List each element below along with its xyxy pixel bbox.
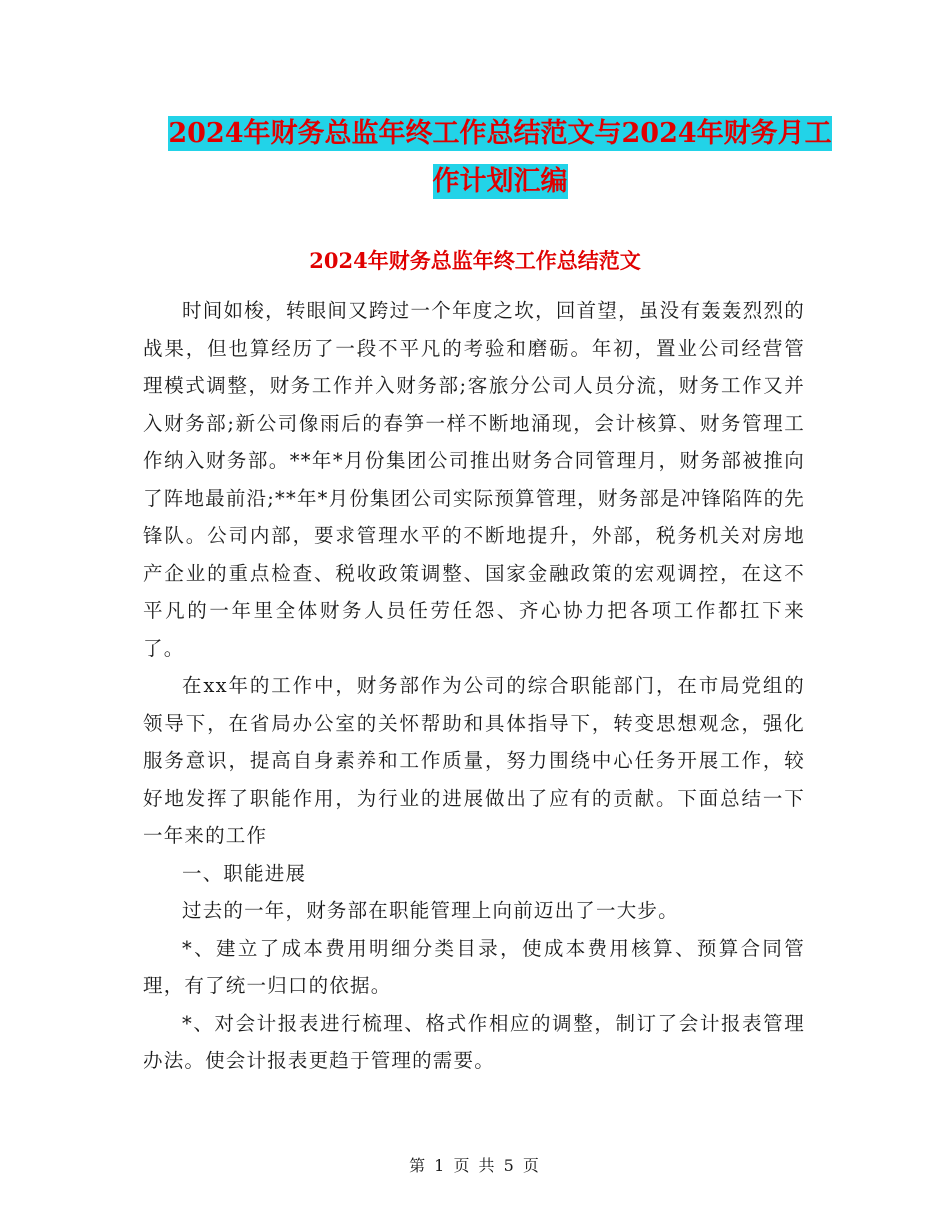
section-title: 2024年财务总监年终工作总结范文	[309, 248, 641, 273]
paragraph: *、对会计报表进行梳理、格式作相应的调整，制订了会计报表管理办法。使会计报表更趋于管理的需要。	[143, 1011, 805, 1072]
paragraph: 过去的一年，财务部在职能管理上向前迈出了一大步。	[182, 899, 679, 922]
document-title-line2: 作计划汇编	[432, 166, 568, 197]
document-title-line1: 2024年财务总监年终工作总结范文与2024年财务月工	[168, 118, 832, 149]
page-number: 第 1 页 共 5 页	[409, 1156, 541, 1175]
paragraph: 时间如梭，转眼间又跨过一个年度之坎，回首望，虽没有轰轰烈烈的战果，但也算经历了一段不平凡的考验和磨砺。年初，置业公司经营管理模式调整，财务工作并入财务部;客旅分公司人员分流，财务工作又并入财务部;新公司像雨后的春笋一样不断地涌现，会计核算、财务管理工作纳入财务部。**年*月份集团公司推出财务合同管理月，财务部被推向了阵地最前沿;**年*月份集团公司实际预算管理，财务部是冲锋陷阵的先锋队。公司内部，要求管理水平的不断地提升，外部，税务机关对房地产企业的重点检查、税收政策调整、国家金融政策的宏观调控，在这不平凡的一年里全体财务人员任劳任怨、齐心协力把各项工作都扛下来了。	[143, 299, 805, 660]
document-title	[120, 110, 880, 206]
section-heading: 一、职能进展	[182, 861, 307, 885]
paragraph: *、建立了成本费用明细分类目录，使成本费用核算、预算合同管理，有了统一归口的依据。	[143, 936, 805, 997]
paragraph: 在xx年的工作中，财务部作为公司的综合职能部门，在市局党组的领导下，在省局办公室的关怀帮助和具体指导下，转变思想观念，强化服务意识，提高自身素养和工作质量，努力围绕中心任务开展工作，较好地发挥了职能作用，为行业的进展做出了应有的贡献。下面总结一下一年来的工作	[143, 674, 805, 847]
document-body	[143, 292, 805, 1080]
